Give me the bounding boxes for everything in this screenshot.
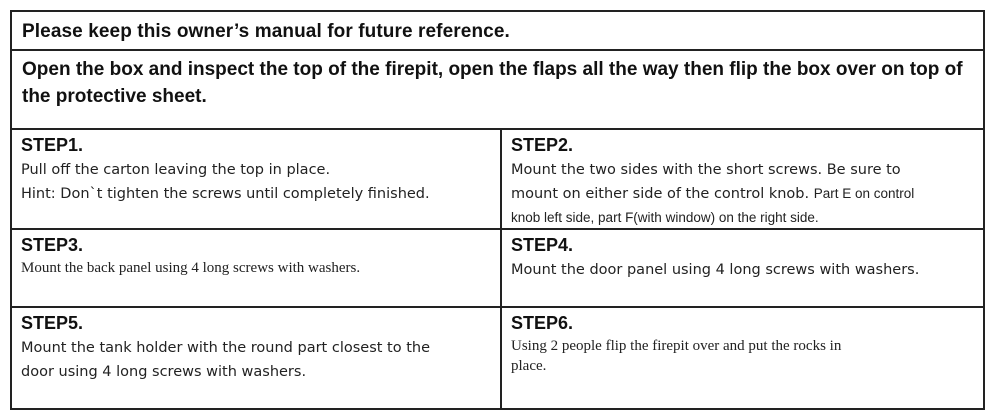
step-text <box>511 158 975 230</box>
steps-grid <box>12 130 983 408</box>
step-line <box>511 182 975 206</box>
instruction-sheet <box>10 10 985 410</box>
step-1-cell <box>12 130 502 230</box>
step-title: STEP4. <box>511 235 574 255</box>
step-title: STEP3. <box>21 235 84 255</box>
step-line: place. <box>511 358 547 374</box>
step-text <box>21 258 492 278</box>
step-text <box>21 336 492 384</box>
step-text <box>511 258 975 282</box>
step-line: Mount the two sides with the short screws. Be sure to <box>511 162 901 178</box>
step-4-cell <box>502 230 983 308</box>
step-line: Mount the back panel using 4 long screws with washers. <box>21 260 361 276</box>
step-note-line: knob left side, part F(with window) on the right side. <box>511 210 819 225</box>
step-3-cell <box>12 230 502 308</box>
step-title: STEP1. <box>21 135 84 155</box>
manual-notice-row <box>12 12 983 51</box>
step-2-cell <box>502 130 983 230</box>
step-line: Mount the tank holder with the round part closest to the <box>21 340 431 356</box>
step-line: Hint: Don`t tighten the screws until completely finished. <box>21 186 430 202</box>
step-line: Pull off the carton leaving the top in place. <box>21 162 331 178</box>
step-line: door using 4 long screws with washers. <box>21 364 307 380</box>
step-title: STEP6. <box>511 313 574 333</box>
step-text <box>21 158 492 206</box>
step-title: STEP5. <box>21 313 84 333</box>
step-title: STEP2. <box>511 135 574 155</box>
step-line: Mount the door panel using 4 long screws with washers. <box>511 262 920 278</box>
step-note: Part E on control <box>813 186 915 201</box>
intro-instruction: Open the box and inspect the top of the firepit, open the flaps all the way then flip the box over on top of the protective sheet. <box>22 59 963 107</box>
step-5-cell <box>12 308 502 408</box>
intro-row <box>12 51 983 130</box>
step-line-text: mount on either side of the control knob. <box>511 186 810 202</box>
step-line: Using 2 people flip the firepit over and put the rocks in <box>511 338 842 354</box>
manual-notice: Please keep this owner’s manual for future reference. <box>22 21 510 42</box>
step-6-cell <box>502 308 983 408</box>
step-text <box>511 336 975 376</box>
